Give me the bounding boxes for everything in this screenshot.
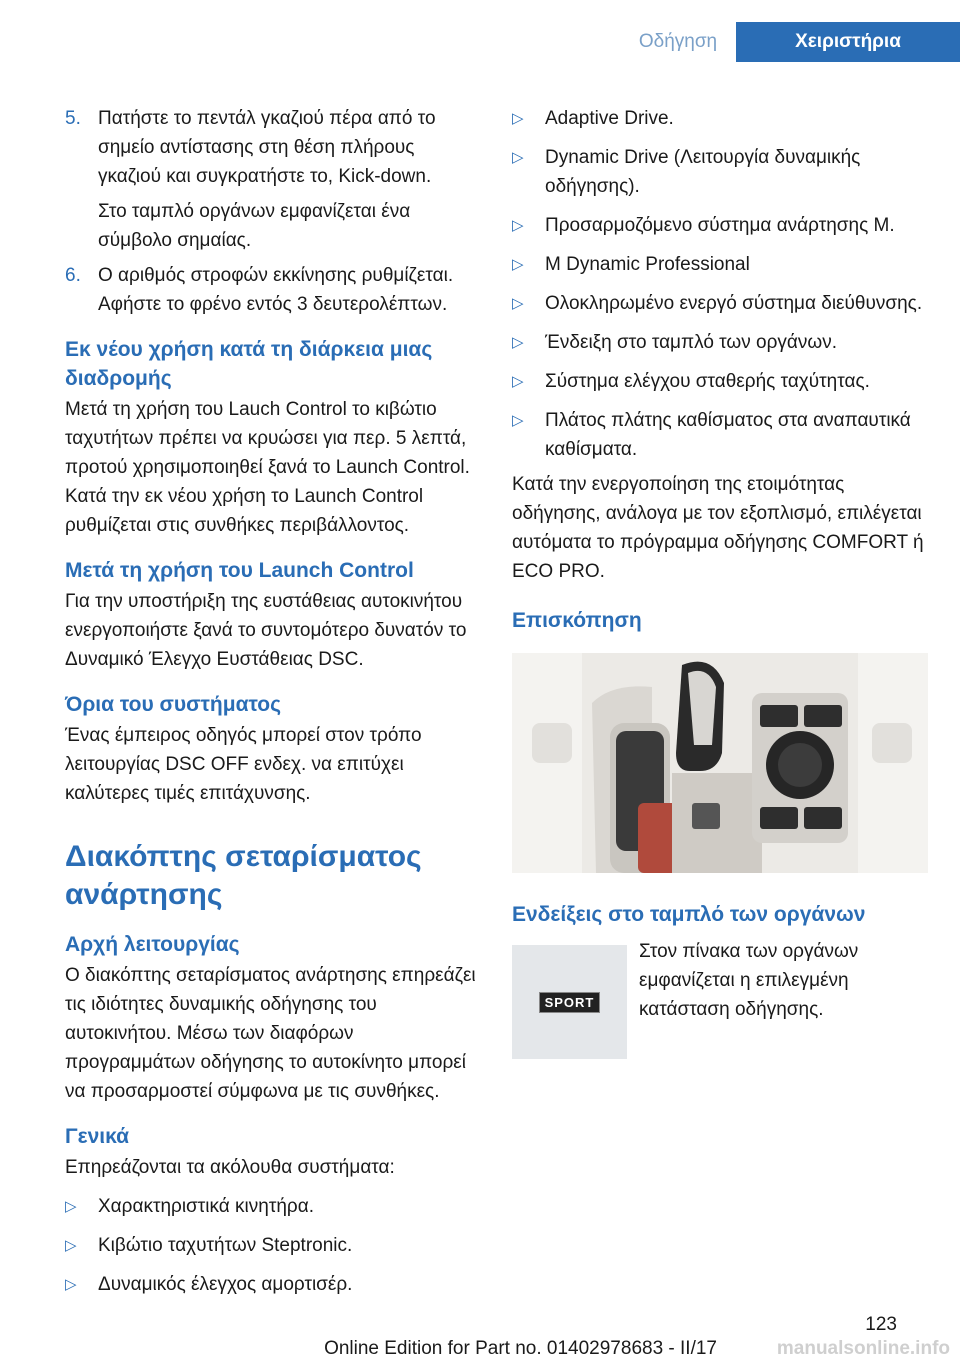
- reuse-heading: Εκ νέου χρήση κατά τη διάρκεια μιας διαδρομής: [65, 338, 433, 390]
- list-item: ▷ Πλάτος πλάτης καθίσματος στα αναπαυτικά καθίσματα.: [512, 406, 928, 464]
- step-number: 6.: [65, 265, 81, 286]
- triangle-bullet-icon: ▷: [512, 256, 524, 273]
- watermark: manualsonline.info: [776, 1338, 950, 1359]
- triangle-bullet-icon: ▷: [65, 1198, 77, 1215]
- principle-heading: Αρχή λειτουργίας: [65, 933, 240, 956]
- list-item: ▷ M Dynamic Professional: [512, 250, 928, 279]
- step-text: Ο αριθμός στροφών εκκίνησης ρυθμίζεται. Αφήστε το φρένο εντός 3 δευτερολέπτων.: [98, 265, 454, 315]
- right-column: [512, 104, 928, 1059]
- sport-badge: SPORT: [539, 992, 601, 1013]
- page-number: 123: [865, 1314, 897, 1335]
- step-text: Στο ταμπλό οργάνων εμφανίζεται ένα σύμβολο σημαίας.: [98, 201, 411, 251]
- systems-list-right: [512, 104, 928, 464]
- systems-list-left: [65, 1192, 479, 1299]
- triangle-bullet-icon: ▷: [512, 217, 524, 234]
- activation-text: Κατά την ενεργοποίηση της ετοιμότητας οδήγησης, ανάλογα με τον εξοπλισμό, επιλέγεται αυτόματα το πρόγραμμα οδήγησης COMFORT ή ECO PRO.: [512, 474, 924, 582]
- triangle-bullet-icon: ▷: [512, 110, 524, 127]
- after-heading: Μετά τη χρήση του Launch Control: [65, 559, 414, 582]
- step-item: [65, 104, 479, 255]
- step-item: [65, 261, 479, 319]
- triangle-bullet-icon: ▷: [512, 149, 524, 166]
- general-heading: Γενικά: [65, 1125, 130, 1148]
- list-item: ▷ Κιβώτιο ταχυτήτων Steptronic.: [65, 1231, 479, 1260]
- limits-heading: Όρια του συστήματος: [65, 693, 282, 716]
- triangle-bullet-icon: ▷: [512, 412, 524, 429]
- indications-text: Στον πίνακα των οργάνων εμφανίζεται η επιλεγμένη κατάσταση οδήγησης.: [639, 941, 859, 1020]
- center-console-photo: [512, 653, 928, 873]
- triangle-bullet-icon: ▷: [512, 373, 524, 390]
- page-footer: [0, 1314, 960, 1359]
- list-item: ▷ Dynamic Drive (Λειτουργία δυναμικής οδήγησης).: [512, 143, 928, 201]
- list-item: ▷ Χαρακτηριστικά κινητήρα.: [65, 1192, 479, 1221]
- triangle-bullet-icon: ▷: [65, 1237, 77, 1254]
- reuse-text: Μετά τη χρήση του Lauch Control το κιβώτιο ταχυτήτων πρέπει να κρυώσει για περ. 5 λεπτά, προτού χρησιμοποιηθεί ξανά το Launch Control. Κατά την εκ νέου χρήση το Launch Control ρυθμίζεται στις συνθήκες περιβάλλοντος.: [65, 399, 470, 536]
- edition-text: Online Edition for Part no. 01402978683 - II/17: [324, 1338, 717, 1359]
- overview-heading: Επισκόπηση: [512, 609, 642, 632]
- triangle-bullet-icon: ▷: [512, 334, 524, 351]
- after-text: Για την υποστήριξη της ευστάθειας αυτοκινήτου ενεργοποιήστε ξανά το συντομότερο δυνατόν το Δυναμικό Έλεγχο Ευστάθειας DSC.: [65, 591, 467, 670]
- limits-text: Ένας έμπειρος οδηγός μπορεί στον τρόπο λειτουργίας DSC OFF ενδεχ. να επιτύχει καλύτερες τιμές επιτάχυνσης.: [65, 725, 422, 804]
- tab-controls[interactable]: Χειριστήρια: [736, 22, 960, 62]
- list-item: ▷ Δυναμικός έλεγχος αμορτισέρ.: [65, 1270, 479, 1299]
- left-column: [65, 104, 479, 1309]
- header-tabs: [620, 22, 960, 62]
- triangle-bullet-icon: ▷: [512, 295, 524, 312]
- step-number: 5.: [65, 108, 81, 129]
- step-text: Πατήστε το πεντάλ γκαζιού πέρα από το σημείο αντίστασης στη θέση πλήρους γκαζιού και συγκρατήστε το, Kick-down.: [98, 108, 436, 187]
- steps-list: [65, 104, 479, 319]
- tab-driving[interactable]: Οδήγηση: [620, 22, 736, 62]
- principle-text: Ο διακόπτης σεταρίσματος ανάρτησης επηρεάζει τις ιδιότητες δυναμικής οδήγησης του αυτοκινήτου. Μέσω των διαφόρων προγραμμάτων οδήγησης το αυτοκίνητο μπορεί να προσαρμοστεί σύμφωνα με τις συνθήκες.: [65, 965, 476, 1102]
- indication-row: [512, 937, 928, 1059]
- triangle-bullet-icon: ▷: [65, 1276, 77, 1293]
- general-text: Επηρεάζονται τα ακόλουθα συστήματα:: [65, 1157, 395, 1178]
- list-item: ▷ Προσαρμοζόμενο σύστημα ανάρτησης M.: [512, 211, 928, 240]
- list-item: ▷ Ένδειξη στο ταμπλό των οργάνων.: [512, 328, 928, 357]
- sport-display-image: [512, 945, 627, 1059]
- indications-heading: Ενδείξεις στο ταμπλό των οργάνων: [512, 903, 866, 926]
- section-heading: Διακόπτης σεταρίσματος ανάρτησης: [65, 840, 422, 911]
- list-item: ▷ Σύστημα ελέγχου σταθερής ταχύτητας.: [512, 367, 928, 396]
- list-item: ▷ Adaptive Drive.: [512, 104, 928, 133]
- list-item: ▷ Ολοκληρωμένο ενεργό σύστημα διεύθυνσης.: [512, 289, 928, 318]
